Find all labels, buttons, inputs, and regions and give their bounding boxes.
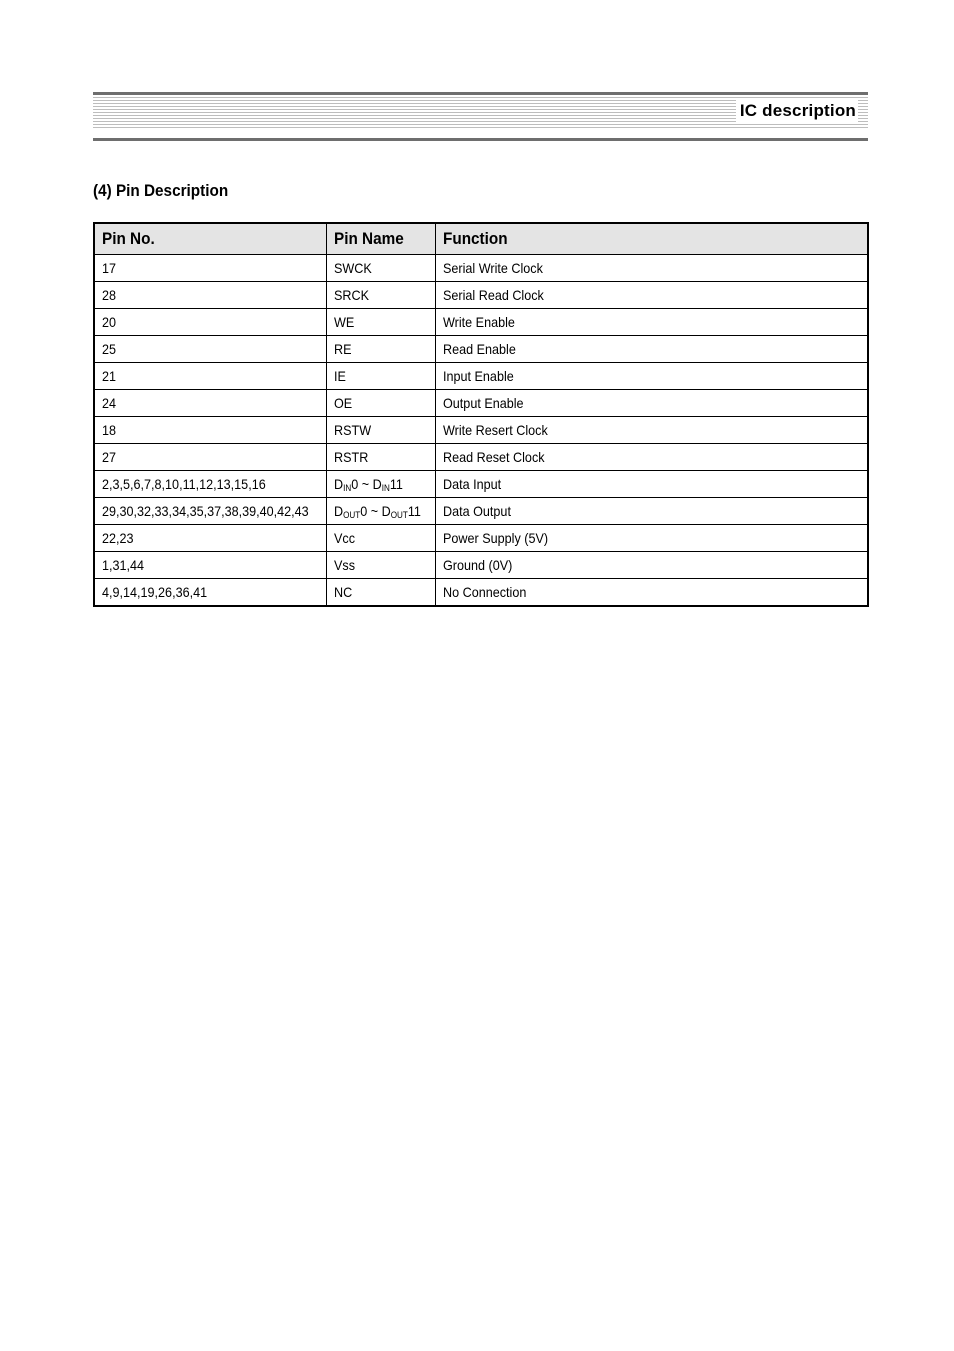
- table-row: [94, 282, 868, 309]
- pin-name-cell: WE: [326, 309, 435, 336]
- function-cell: Serial Write Clock: [435, 255, 868, 282]
- table-row: [94, 552, 868, 579]
- table-row: [94, 498, 868, 525]
- pin-description-table: [93, 222, 869, 607]
- pin-name-cell: RSTR: [326, 444, 435, 471]
- pin-name-cell: Vcc: [326, 525, 435, 552]
- header-bottom-rule: [93, 138, 868, 141]
- pin-no-cell: 17: [94, 255, 326, 282]
- header-band: [93, 92, 868, 141]
- pin-no-cell: 1,31,44: [94, 552, 326, 579]
- pin-no-cell: 24: [94, 390, 326, 417]
- column-header-function: Function: [435, 223, 868, 255]
- table-row: [94, 255, 868, 282]
- pin-no-cell: 20: [94, 309, 326, 336]
- function-cell: Power Supply (5V): [435, 525, 868, 552]
- pin-name-cell: $D_{OUT}0$ ~ $D_{OUT}11$: [326, 498, 435, 525]
- pin-name-cell: OE: [326, 390, 435, 417]
- function-cell: Serial Read Clock: [435, 282, 868, 309]
- pin-name-cell: RSTW: [326, 417, 435, 444]
- function-cell: Write Resert Clock: [435, 417, 868, 444]
- function-cell: Data Input: [435, 471, 868, 498]
- pin-name-cell: NC: [326, 579, 435, 607]
- function-cell: No Connection: [435, 579, 868, 607]
- table-row: [94, 363, 868, 390]
- function-cell: Ground (0V): [435, 552, 868, 579]
- pin-name-cell: SWCK: [326, 255, 435, 282]
- pin-no-cell: 28: [94, 282, 326, 309]
- function-cell: Write Enable: [435, 309, 868, 336]
- pin-no-cell: 18: [94, 417, 326, 444]
- pin-no-cell: 27: [94, 444, 326, 471]
- pin-name-cell: IE: [326, 363, 435, 390]
- function-cell: Data Output: [435, 498, 868, 525]
- function-cell: Read Reset Clock: [435, 444, 868, 471]
- function-cell: Input Enable: [435, 363, 868, 390]
- table-row: [94, 525, 868, 552]
- table-row: [94, 579, 868, 607]
- function-cell: Output Enable: [435, 390, 868, 417]
- table-row: [94, 309, 868, 336]
- column-header-pin-name: Pin Name: [326, 223, 435, 255]
- table-row: [94, 417, 868, 444]
- pin-no-cell: 4,9,14,19,26,36,41: [94, 579, 326, 607]
- table-row: [94, 444, 868, 471]
- section-title: (4) Pin Description: [93, 181, 229, 200]
- header-top-rule: [93, 92, 868, 95]
- pin-no-cell: 2,3,5,6,7,8,10,11,12,13,15,16: [94, 471, 326, 498]
- pin-no-cell: 21: [94, 363, 326, 390]
- pin-no-cell: 25: [94, 336, 326, 363]
- function-cell: Read Enable: [435, 336, 868, 363]
- table-header-row: [94, 223, 868, 255]
- table-row: [94, 471, 868, 498]
- table-row: [94, 336, 868, 363]
- pin-name-cell: Vss: [326, 552, 435, 579]
- pin-name-cell: RE: [326, 336, 435, 363]
- header-title: IC description: [736, 100, 858, 122]
- pin-name-cell: $D_{IN}0$ ~ $D_{IN}11$: [326, 471, 435, 498]
- table-row: [94, 390, 868, 417]
- pin-no-cell: 29,30,32,33,34,35,37,38,39,40,42,43: [94, 498, 326, 525]
- pin-name-cell: SRCK: [326, 282, 435, 309]
- pin-no-cell: 22,23: [94, 525, 326, 552]
- column-header-pin-no: Pin No.: [94, 223, 326, 255]
